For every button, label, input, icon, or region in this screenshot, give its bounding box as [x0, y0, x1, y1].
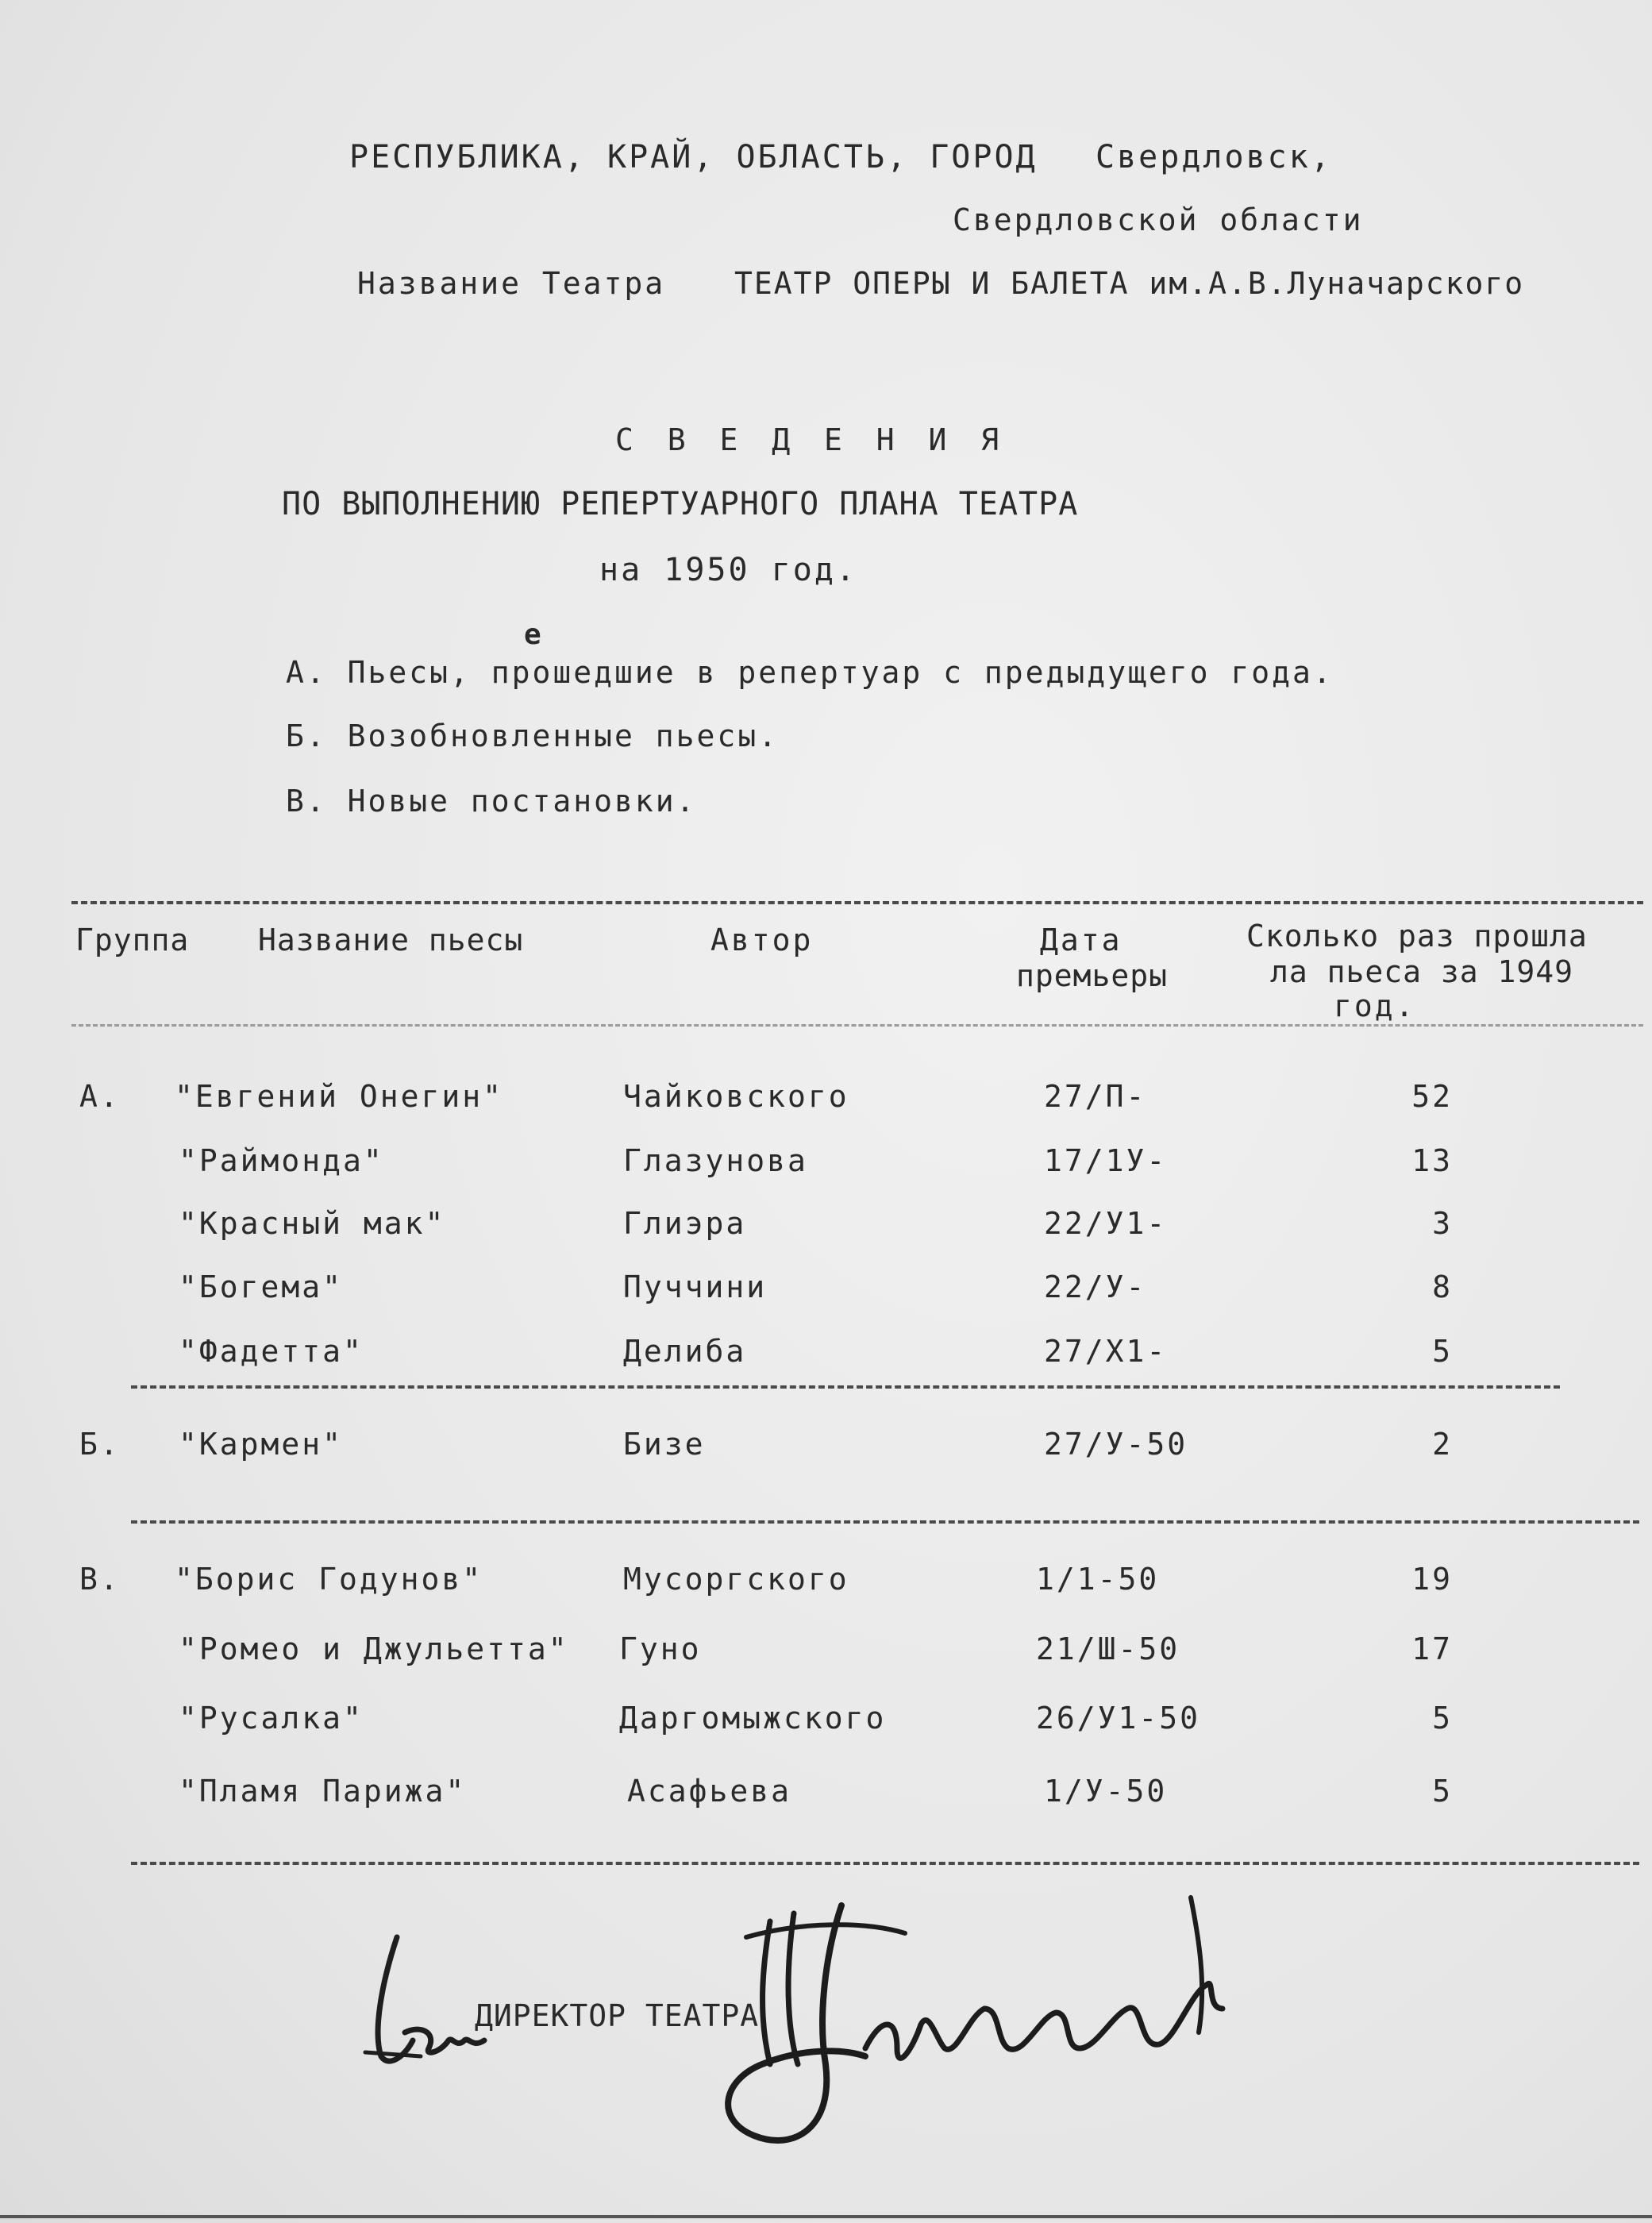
row-count: 52	[1411, 1079, 1453, 1114]
oblast-value: Свердловской области	[953, 202, 1364, 237]
row-group: В.	[79, 1562, 121, 1597]
header-date-1: Дата	[1040, 923, 1123, 957]
row-date: 1/1-50	[1036, 1562, 1160, 1597]
row-author: Мусоргского	[623, 1562, 849, 1597]
city-value: Свердловск,	[1096, 139, 1332, 175]
theatre-label: Название Театра	[357, 266, 666, 301]
row-author: Даргомыжского	[619, 1701, 887, 1736]
row-title: "Кармен"	[179, 1427, 344, 1462]
header-count-3: год.	[1334, 988, 1416, 1023]
table-bottom-rule	[131, 1862, 1639, 1865]
row-count: 13	[1411, 1143, 1453, 1178]
row-date: 1/У-50	[1044, 1774, 1168, 1809]
row-author: Чайковского	[623, 1079, 849, 1114]
row-count: 19	[1411, 1562, 1453, 1597]
row-count: 17	[1411, 1632, 1453, 1666]
header-author: Автор	[710, 923, 814, 957]
director-label: ДИРЕКТОР ТЕАТРА	[475, 1998, 760, 2033]
row-date: 27/У-50	[1044, 1427, 1188, 1462]
group-b-rule	[131, 1520, 1639, 1524]
row-date: 22/У-	[1044, 1269, 1147, 1304]
row-count: 5	[1432, 1334, 1453, 1369]
row-count: 8	[1432, 1269, 1453, 1304]
row-count: 5	[1432, 1701, 1453, 1736]
row-date: 17/1У-	[1044, 1143, 1168, 1178]
legend-v: В. Новые постановки.	[286, 784, 697, 819]
row-title: "Богема"	[179, 1269, 344, 1304]
row-title: "Русалка"	[179, 1701, 364, 1736]
director-signature	[683, 1890, 1318, 2167]
row-author: Бизе	[623, 1427, 706, 1462]
row-title: "Раймонда"	[179, 1143, 384, 1178]
table-top-rule	[71, 901, 1643, 904]
row-title: "Евгений Онегин"	[175, 1079, 504, 1114]
row-author: Асафьева	[627, 1774, 792, 1809]
header-date-2: премьеры	[1016, 958, 1169, 993]
document-year: на 1950 год.	[599, 552, 857, 588]
handwritten-correction: е	[524, 618, 544, 651]
row-author: Глиэра	[623, 1206, 747, 1241]
row-date: 21/Ш-50	[1036, 1632, 1180, 1666]
row-count: 2	[1432, 1427, 1453, 1462]
row-count: 3	[1432, 1206, 1453, 1241]
region-label: РЕСПУБЛИКА, КРАЙ, ОБЛАСТЬ, ГОРОД	[349, 139, 1038, 175]
row-count: 5	[1432, 1774, 1453, 1809]
document-title: С В Е Д Е Н И Я	[615, 422, 1007, 457]
header-group: Группа	[75, 923, 190, 957]
legend-b: Б. Возобновленные пьесы.	[286, 719, 780, 753]
theatre-name: ТЕАТР ОПЕРЫ И БАЛЕТА им.А.В.Луначарского	[734, 266, 1525, 301]
group-a-rule	[131, 1385, 1560, 1389]
header-count-2: ла пьеса за 1949	[1270, 954, 1574, 989]
row-title: "Красный мак"	[179, 1206, 446, 1241]
row-date: 27/Х1-	[1044, 1334, 1168, 1369]
row-title: "Борис Годунов"	[175, 1562, 483, 1597]
row-date: 22/У1-	[1044, 1206, 1168, 1241]
row-title: "Фадетта"	[179, 1334, 364, 1369]
initials-signature	[349, 1921, 508, 2080]
row-group: А.	[79, 1079, 121, 1114]
row-title: "Ромео и Джульетта"	[179, 1632, 569, 1666]
row-date: 27/П-	[1044, 1079, 1147, 1114]
row-group: Б.	[79, 1427, 121, 1462]
header-count-1: Сколько раз прошла	[1246, 919, 1588, 954]
header-title: Название пьесы	[258, 923, 524, 957]
header-bottom-rule	[71, 1024, 1643, 1027]
row-author: Делиба	[623, 1334, 747, 1369]
row-author: Пуччини	[623, 1269, 768, 1304]
page-bottom-edge	[0, 2215, 1652, 2218]
row-author: Глазунова	[623, 1143, 808, 1178]
row-date: 26/У1-50	[1036, 1701, 1201, 1736]
row-title: "Пламя Парижа"	[179, 1774, 467, 1809]
document-subtitle: ПО ВЫПОЛНЕНИЮ РЕПЕРТУАРНОГО ПЛАНА ТЕАТРА	[282, 486, 1079, 522]
row-author: Гуно	[619, 1632, 702, 1666]
legend-a: А. Пьесы, прошедшие в репертуар с предыдущего года.	[286, 655, 1334, 690]
